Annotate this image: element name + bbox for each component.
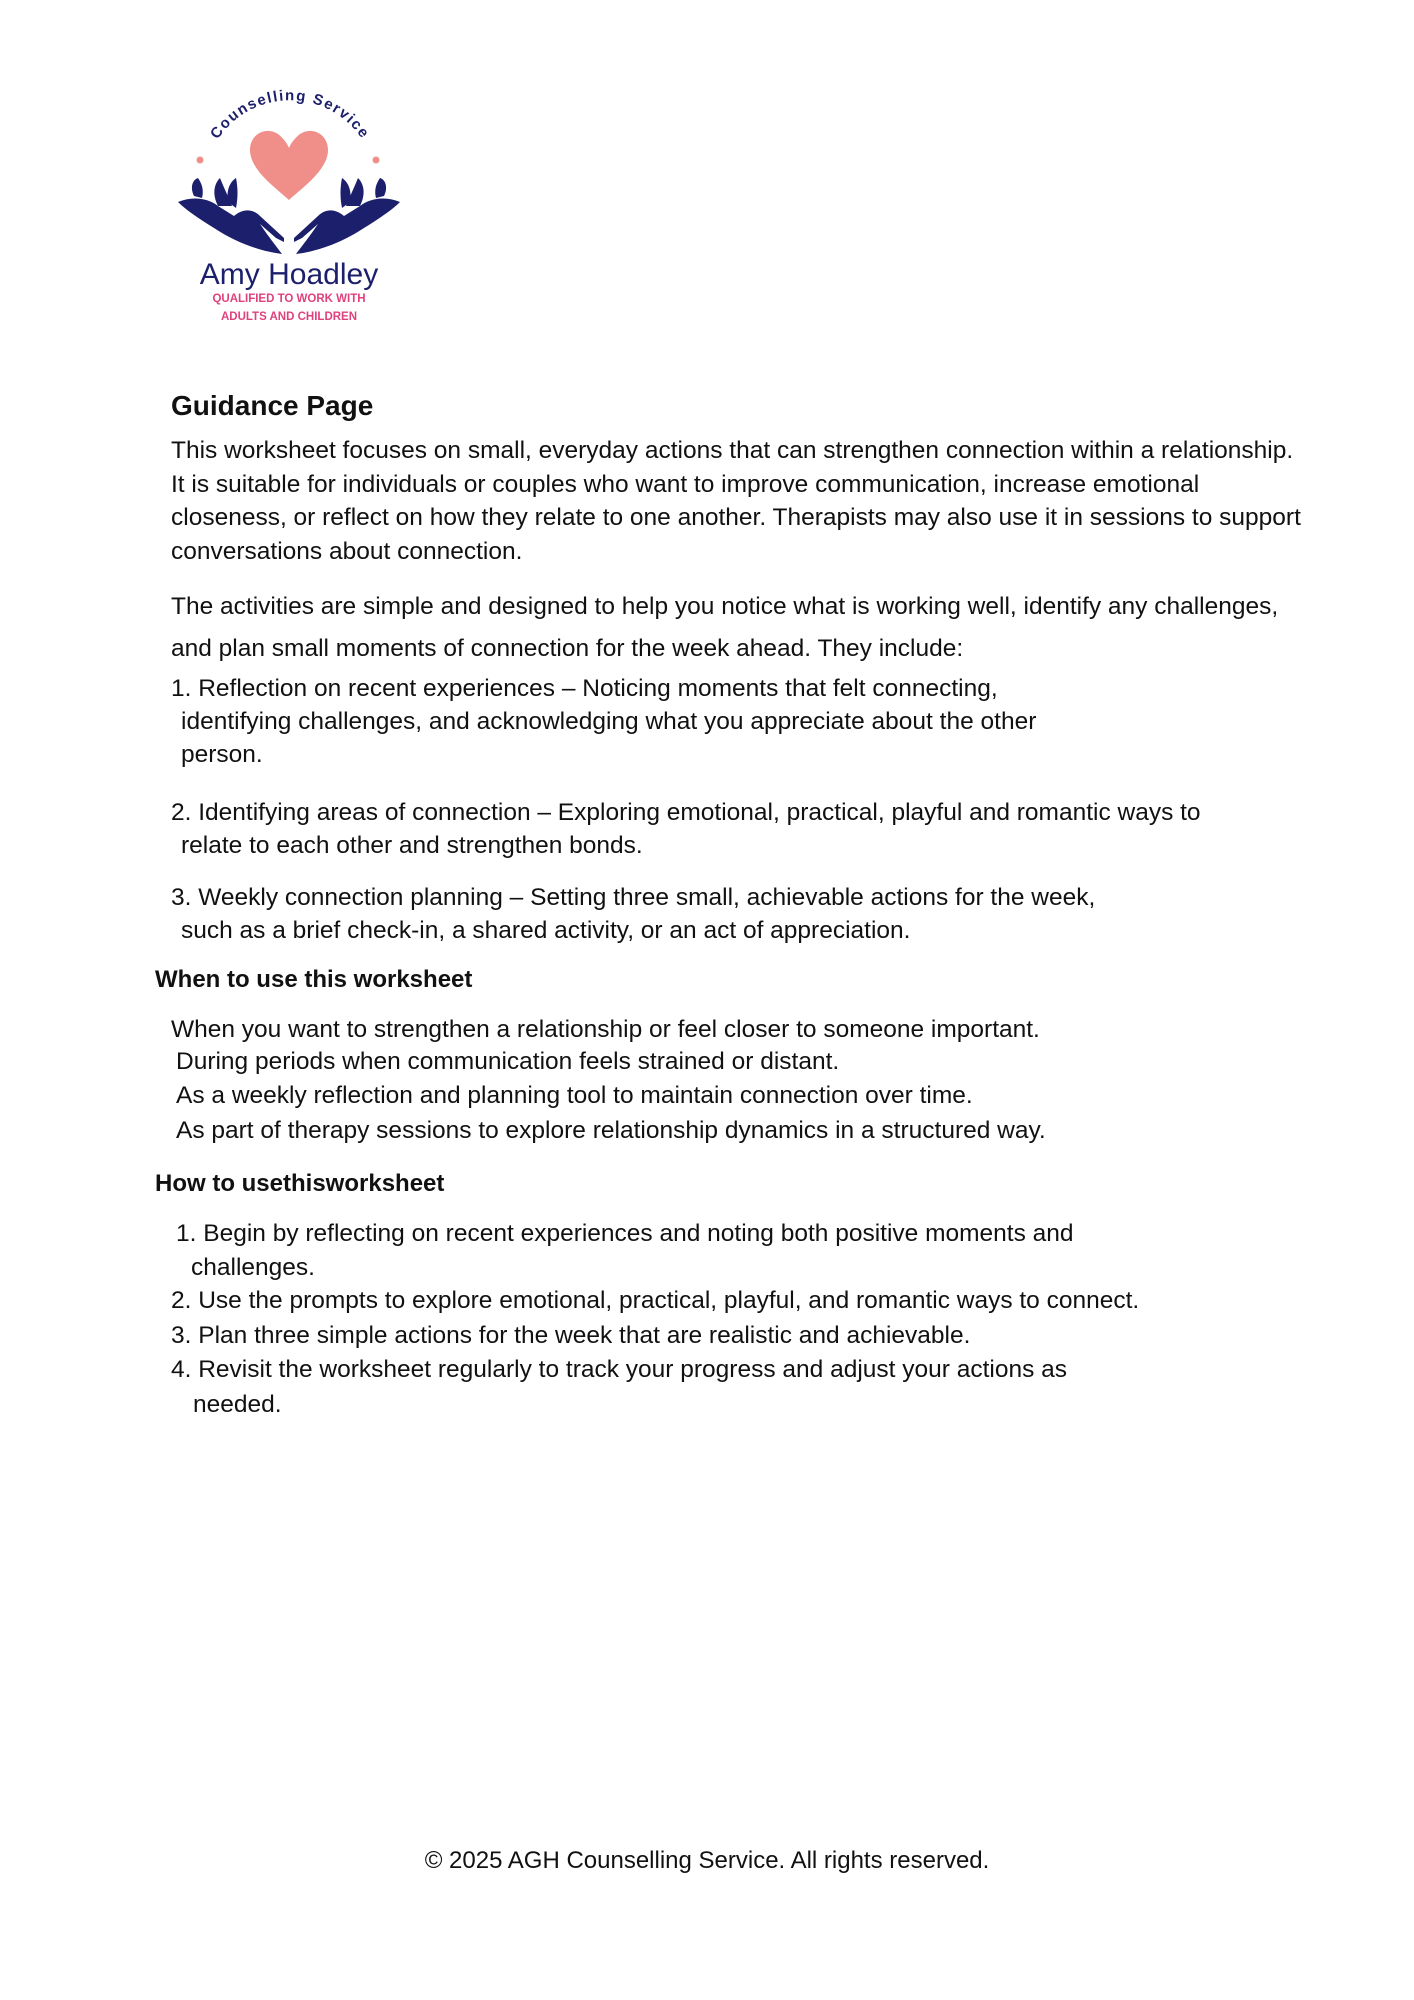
logo-graphic xyxy=(172,88,412,328)
how-step-4: 4. Revisit the worksheet regularly to track your progress and adjust your actions as xyxy=(171,1356,1068,1383)
activities-intro: The activities are simple and designed to help you notice what is working well, identify any challenges, and plan small moments of connection for the week ahead. They include: xyxy=(171,593,1279,662)
when-item: During periods when communication feels strained or distant. xyxy=(176,1048,840,1075)
activity-item: 2. Identifying areas of connection – Exploring emotional, practical, playful and romantic ways to relate to each other and strengthen bonds. xyxy=(171,799,1201,859)
logo-name: Amy Hoadley xyxy=(199,258,379,291)
how-step-4-cont: needed. xyxy=(193,1391,282,1418)
page-title: Guidance Page xyxy=(171,390,374,421)
when-item: When you want to strengthen a relationship or feel closer to someone important. xyxy=(171,1016,1040,1043)
how-step-1: 1. Begin by reflecting on recent experiences and noting both positive moments and xyxy=(176,1220,1074,1247)
when-to-use-heading: When to use this worksheet xyxy=(155,966,473,993)
heart-icon xyxy=(250,131,328,200)
logo-tagline-line2: ADULTS AND CHILDREN xyxy=(220,311,358,323)
footer-copyright: © 2025 AGH Counselling Service. All rights reserved. xyxy=(424,1847,990,1874)
activity-item: 3. Weekly connection planning – Setting three small, achievable actions for the week, such as a brief check-in, a shared activity, or an act of appreciation. xyxy=(171,884,1096,944)
when-item: As part of therapy sessions to explore relationship dynamics in a structured way. xyxy=(176,1117,1046,1144)
left-hand-icon xyxy=(178,199,284,254)
logo-arc-text: Counselling Service xyxy=(206,88,374,143)
how-step-1-cont: challenges. xyxy=(191,1254,315,1281)
how-step-3: 3. Plan three simple actions for the week that are realistic and achievable. xyxy=(171,1322,971,1349)
activity-item: 1. Reflection on recent experiences – Noticing moments that felt connecting, identifying challenges, and acknowledging what you appreciate about the other person. xyxy=(171,675,1037,768)
how-to-use-heading: How to usethisworksheet xyxy=(155,1170,445,1197)
logo xyxy=(172,88,412,328)
logo-tagline-line1: QUALIFIED TO WORK WITH xyxy=(212,293,366,305)
how-step-2: 2. Use the prompts to explore emotional, practical, playful, and romantic ways to connect. xyxy=(171,1287,1140,1314)
when-item: As a weekly reflection and planning tool to maintain connection over time. xyxy=(176,1082,973,1109)
right-hand-icon xyxy=(294,199,400,254)
intro-paragraph: This worksheet focuses on small, everyday actions that can strengthen connection within a relationship. It is suitable for individuals or couples who want to improve communication, increase emotional closeness, or reflect on how they relate to one another. Therapists may also use it in sessions to support conversations about connection. xyxy=(171,437,1301,565)
